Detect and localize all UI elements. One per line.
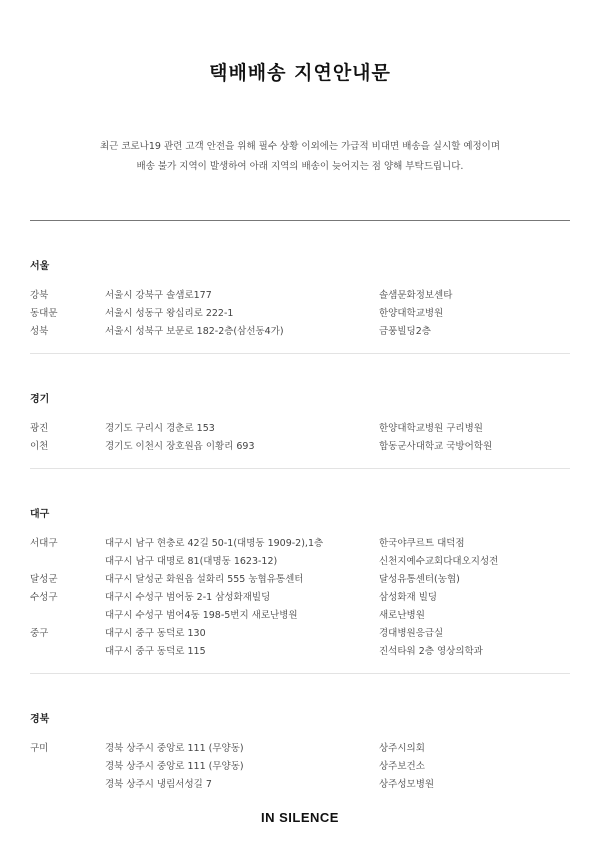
address-text: 대구시 수성구 범어4동 198-5번지 새로난병원 xyxy=(105,610,298,621)
location-row xyxy=(30,305,570,323)
location-row xyxy=(30,571,570,589)
place-name: 삼성화재 빌딩 xyxy=(379,592,438,603)
place-name: 달성유통센터(농협) xyxy=(379,574,460,585)
location-row xyxy=(30,438,570,456)
location-row xyxy=(30,323,570,341)
address-text: 대구시 수성구 범어동 2-1 삼성화재빌딩 xyxy=(105,592,271,603)
place-name: 합동군사대학교 국방어학원 xyxy=(379,441,493,452)
district-name: 강북 xyxy=(30,290,49,301)
location-row xyxy=(30,420,570,438)
address-text: 경북 상주시 중앙로 111 (무양동) xyxy=(105,743,244,754)
address-text: 서울시 성동구 왕십리로 222-1 xyxy=(105,308,234,319)
district-name: 중구 xyxy=(30,628,49,639)
address-text: 서울시 성북구 보문로 182-2층(삼선동4가) xyxy=(105,326,284,337)
address-text: 경북 상주시 냉림서성길 7 xyxy=(105,779,212,790)
place-name: 새로난병원 xyxy=(379,610,425,621)
place-name: 한국야쿠르트 대덕점 xyxy=(379,538,465,549)
location-row xyxy=(30,776,570,794)
place-name: 한양대학교병원 구리병원 xyxy=(379,423,483,434)
region-section xyxy=(30,674,570,806)
address-text: 대구시 달성군 화원읍 설화리 555 농협유통센터 xyxy=(105,574,304,585)
region-list xyxy=(30,221,570,806)
region-section xyxy=(30,221,570,354)
place-name: 금풍빌딩2층 xyxy=(379,326,431,337)
district-name: 이천 xyxy=(30,441,49,452)
region-title: 대구 xyxy=(30,509,50,520)
district-name: 동대문 xyxy=(30,308,58,319)
address-text: 대구시 중구 동덕로 130 xyxy=(105,628,206,639)
address-text: 대구시 남구 현충로 42길 50-1(대명동 1909-2),1층 xyxy=(105,538,324,549)
place-name: 상주보건소 xyxy=(379,761,425,772)
place-name: 신천지예수교회다대오지성전 xyxy=(379,556,499,567)
location-row xyxy=(30,625,570,643)
district-name: 달성군 xyxy=(30,574,58,585)
location-row xyxy=(30,553,570,571)
region-title: 경기 xyxy=(30,394,50,405)
location-row xyxy=(30,643,570,661)
location-row xyxy=(30,287,570,305)
location-row xyxy=(30,740,570,758)
location-row xyxy=(30,758,570,776)
location-row xyxy=(30,589,570,607)
address-text: 대구시 중구 동덕로 115 xyxy=(105,646,206,657)
place-name: 한양대학교병원 xyxy=(379,308,444,319)
intro-line-2: 배송 불가 지역이 발생하여 아래 지역의 배송이 늦어지는 점 양해 부탁드립니다. xyxy=(136,161,464,172)
location-row xyxy=(30,607,570,625)
district-name: 서대구 xyxy=(30,538,58,549)
place-name: 솔샘문화정보센타 xyxy=(379,290,453,301)
place-name: 진석타워 2층 영상의학과 xyxy=(379,646,483,657)
address-text: 경기도 구리시 경춘로 153 xyxy=(105,423,215,434)
location-row xyxy=(30,535,570,553)
district-name: 광진 xyxy=(30,423,49,434)
place-name: 경대병원응급실 xyxy=(379,628,444,639)
intro-text xyxy=(0,137,600,177)
brand-logo: IN SILENCE xyxy=(261,810,339,825)
address-text: 대구시 남구 대명로 81(대명동 1623-12) xyxy=(105,556,278,567)
place-name: 상주시의회 xyxy=(379,743,425,754)
intro-line-1: 최근 코로나19 관련 고객 안전을 위해 필수 상황 이외에는 가급적 비대면 배송을 실시할 예정이며 xyxy=(99,141,501,152)
region-section xyxy=(30,354,570,469)
district-name: 구미 xyxy=(30,743,49,754)
page-title: 택배배송 지연안내문 xyxy=(209,62,391,84)
place-name: 상주성모병원 xyxy=(379,779,435,790)
address-text: 경기도 이천시 장호원읍 이황리 693 xyxy=(105,441,255,452)
region-title: 경북 xyxy=(30,714,50,725)
district-name: 성북 xyxy=(30,326,49,337)
region-section xyxy=(30,469,570,674)
address-text: 경북 상주시 중앙로 111 (무양동) xyxy=(105,761,244,772)
region-title: 서울 xyxy=(30,261,50,272)
address-text: 서울시 강북구 솔샘로177 xyxy=(105,290,212,301)
district-name: 수성구 xyxy=(30,592,58,603)
